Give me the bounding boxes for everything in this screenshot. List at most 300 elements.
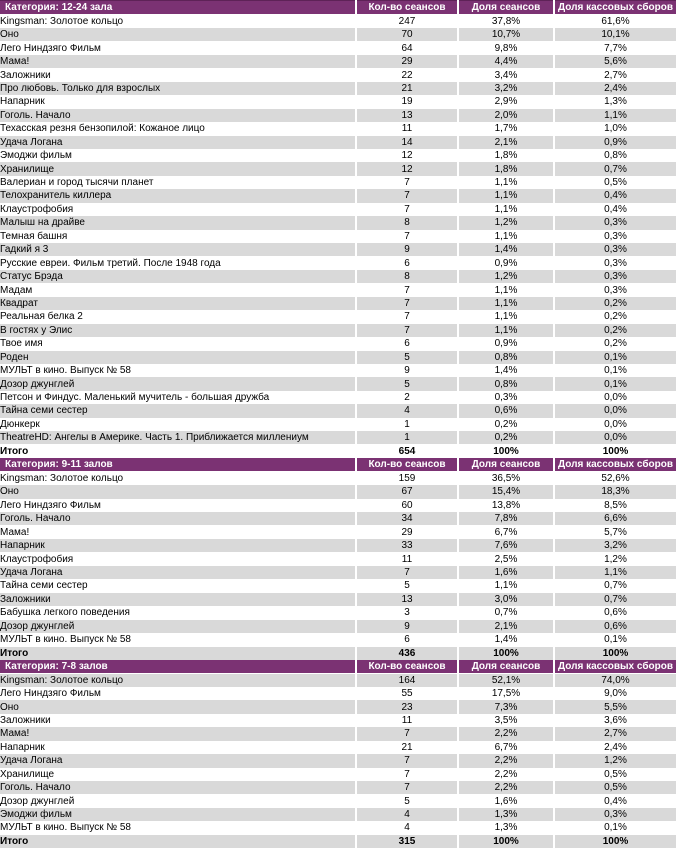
value-cell: 6,7% — [458, 741, 554, 754]
value-cell: 1,1% — [458, 324, 554, 337]
value-cell: 1 — [356, 431, 458, 445]
table-row — [0, 781, 676, 794]
movie-title-cell: Темная башня — [0, 230, 356, 243]
column-header: Доля кассовых сборов — [554, 660, 676, 674]
value-cell: 0,3% — [458, 391, 554, 404]
value-cell: 21 — [356, 741, 458, 754]
movie-title-cell: Клаустрофобия — [0, 203, 356, 216]
table-row — [0, 149, 676, 162]
value-cell: 0,4% — [554, 203, 676, 216]
movie-title-cell: Заложники — [0, 593, 356, 606]
value-cell: 7,7% — [554, 41, 676, 54]
report-table-body — [0, 1, 676, 848]
total-row — [0, 445, 676, 459]
value-cell: 0,9% — [458, 337, 554, 350]
value-cell: 7 — [356, 566, 458, 579]
movie-title-cell: Гоголь. Начало — [0, 512, 356, 525]
movie-title-cell: Гадкий я 3 — [0, 243, 356, 256]
column-header: Доля кассовых сборов — [554, 1, 676, 15]
movie-title-cell: Эмоджи фильм — [0, 808, 356, 821]
movie-title-cell: Техасская резня бензопилой: Кожаное лицо — [0, 122, 356, 135]
value-cell: 5,6% — [554, 55, 676, 68]
value-cell: 18,3% — [554, 485, 676, 498]
value-cell: 7 — [356, 283, 458, 296]
value-cell: 0,5% — [554, 176, 676, 189]
value-cell: 0,3% — [554, 230, 676, 243]
value-cell: 0,0% — [554, 431, 676, 445]
table-row — [0, 727, 676, 740]
table-row — [0, 552, 676, 565]
value-cell: 60 — [356, 499, 458, 512]
value-cell: 19 — [356, 95, 458, 108]
value-cell: 1,1% — [458, 297, 554, 310]
value-cell: 0,3% — [554, 243, 676, 256]
value-cell: 6,7% — [458, 525, 554, 538]
value-cell: 1,1% — [554, 566, 676, 579]
value-cell: 1,6% — [458, 566, 554, 579]
value-cell: 159 — [356, 472, 458, 486]
value-cell: 8 — [356, 270, 458, 283]
value-cell: 7,8% — [458, 512, 554, 525]
value-cell: 2,1% — [458, 620, 554, 633]
value-cell: 7 — [356, 176, 458, 189]
value-cell: 3 — [356, 606, 458, 619]
table-row — [0, 41, 676, 54]
value-cell: 7,6% — [458, 539, 554, 552]
table-row — [0, 15, 676, 29]
value-cell: 61,6% — [554, 15, 676, 29]
value-cell: 0,7% — [554, 162, 676, 175]
value-cell: 1,2% — [458, 216, 554, 229]
value-cell: 2,7% — [554, 727, 676, 740]
column-header: Кол-во сеансов — [356, 660, 458, 674]
movie-title-cell: Kingsman: Золотое кольцо — [0, 673, 356, 687]
table-row — [0, 28, 676, 41]
value-cell: 2,9% — [458, 95, 554, 108]
table-row — [0, 687, 676, 700]
value-cell: 0,7% — [554, 593, 676, 606]
value-cell: 3,2% — [554, 539, 676, 552]
value-cell: 6,6% — [554, 512, 676, 525]
movie-title-cell: Дозор джунглей — [0, 620, 356, 633]
value-cell: 1,1% — [458, 230, 554, 243]
value-cell: 29 — [356, 55, 458, 68]
section-category-label: Категория: 7-8 залов — [0, 660, 356, 674]
movie-title-cell: Клаустрофобия — [0, 552, 356, 565]
value-cell: 6 — [356, 633, 458, 647]
movie-title-cell: Про любовь. Только для взрослых — [0, 82, 356, 95]
value-cell: 2,0% — [458, 109, 554, 122]
value-cell: 6 — [356, 337, 458, 350]
movie-title-cell: Напарник — [0, 741, 356, 754]
value-cell: 0,3% — [554, 283, 676, 296]
total-label-cell: Итого — [0, 445, 356, 459]
table-row — [0, 485, 676, 498]
value-cell: 0,2% — [458, 431, 554, 445]
value-cell: 1,1% — [458, 203, 554, 216]
table-row — [0, 136, 676, 149]
value-cell: 100% — [458, 646, 554, 660]
value-cell: 0,9% — [458, 256, 554, 269]
value-cell: 7 — [356, 297, 458, 310]
movie-title-cell: Лего Ниндзяго Фильм — [0, 499, 356, 512]
table-row — [0, 700, 676, 713]
value-cell: 67 — [356, 485, 458, 498]
value-cell: 55 — [356, 687, 458, 700]
value-cell: 2,1% — [458, 136, 554, 149]
section-header-row — [0, 660, 676, 674]
table-row — [0, 203, 676, 216]
column-header: Доля сеансов — [458, 458, 554, 472]
table-row — [0, 297, 676, 310]
table-row — [0, 673, 676, 687]
table-row — [0, 620, 676, 633]
value-cell: 1,8% — [458, 149, 554, 162]
table-row — [0, 95, 676, 108]
section-category-label: Категория: 12-24 зала — [0, 1, 356, 15]
table-row — [0, 418, 676, 431]
value-cell: 5,7% — [554, 525, 676, 538]
value-cell: 9,8% — [458, 41, 554, 54]
value-cell: 1,3% — [458, 808, 554, 821]
table-row — [0, 351, 676, 364]
value-cell: 0,6% — [554, 606, 676, 619]
table-row — [0, 364, 676, 377]
movie-title-cell: Оно — [0, 700, 356, 713]
value-cell: 2,2% — [458, 727, 554, 740]
value-cell: 164 — [356, 673, 458, 687]
value-cell: 100% — [554, 445, 676, 459]
value-cell: 0,3% — [554, 808, 676, 821]
table-row — [0, 82, 676, 95]
table-row — [0, 579, 676, 592]
table-row — [0, 754, 676, 767]
value-cell: 7 — [356, 727, 458, 740]
value-cell: 0,4% — [554, 794, 676, 807]
movie-title-cell: Реальная белка 2 — [0, 310, 356, 323]
movie-title-cell: Напарник — [0, 539, 356, 552]
movie-title-cell: Валериан и город тысячи планет — [0, 176, 356, 189]
movie-title-cell: Квадрат — [0, 297, 356, 310]
value-cell: 0,2% — [554, 310, 676, 323]
movie-title-cell: Бабушка легкого поведения — [0, 606, 356, 619]
value-cell: 100% — [554, 646, 676, 660]
value-cell: 33 — [356, 539, 458, 552]
total-row — [0, 835, 676, 848]
value-cell: 11 — [356, 552, 458, 565]
value-cell: 5 — [356, 579, 458, 592]
value-cell: 74,0% — [554, 673, 676, 687]
value-cell: 7 — [356, 230, 458, 243]
value-cell: 3,2% — [458, 82, 554, 95]
value-cell: 1,1% — [554, 109, 676, 122]
table-row — [0, 391, 676, 404]
value-cell: 1,1% — [458, 189, 554, 202]
value-cell: 3,4% — [458, 68, 554, 81]
value-cell: 0,9% — [554, 136, 676, 149]
value-cell: 2,2% — [458, 781, 554, 794]
value-cell: 1,1% — [458, 176, 554, 189]
movie-title-cell: Гоголь. Начало — [0, 109, 356, 122]
value-cell: 2 — [356, 391, 458, 404]
table-row — [0, 55, 676, 68]
movie-title-cell: Мама! — [0, 525, 356, 538]
movie-title-cell: Kingsman: Золотое кольцо — [0, 15, 356, 29]
movie-title-cell: Тайна семи сестер — [0, 579, 356, 592]
movie-title-cell: Малыш на драйве — [0, 216, 356, 229]
value-cell: 0,2% — [554, 337, 676, 350]
movie-title-cell: Дозор джунглей — [0, 794, 356, 807]
movie-title-cell: Телохранитель киллера — [0, 189, 356, 202]
value-cell: 0,1% — [554, 364, 676, 377]
column-header: Доля сеансов — [458, 1, 554, 15]
movie-title-cell: Мадам — [0, 283, 356, 296]
movie-title-cell: Мама! — [0, 55, 356, 68]
movie-title-cell: Петсон и Финдус. Маленький мучитель - большая дружба — [0, 391, 356, 404]
value-cell: 1,3% — [554, 95, 676, 108]
value-cell: 8,5% — [554, 499, 676, 512]
value-cell: 1,7% — [458, 122, 554, 135]
value-cell: 0,7% — [554, 579, 676, 592]
movie-title-cell: Русские евреи. Фильм третий. После 1948 года — [0, 256, 356, 269]
value-cell: 1,2% — [554, 754, 676, 767]
value-cell: 10,1% — [554, 28, 676, 41]
table-row — [0, 162, 676, 175]
value-cell: 7 — [356, 203, 458, 216]
value-cell: 12 — [356, 162, 458, 175]
table-row — [0, 189, 676, 202]
movie-title-cell: Удача Логана — [0, 566, 356, 579]
value-cell: 0,6% — [554, 620, 676, 633]
value-cell: 9 — [356, 364, 458, 377]
table-row — [0, 593, 676, 606]
value-cell: 14 — [356, 136, 458, 149]
value-cell: 5 — [356, 351, 458, 364]
value-cell: 0,2% — [554, 324, 676, 337]
value-cell: 1,8% — [458, 162, 554, 175]
value-cell: 100% — [458, 445, 554, 459]
value-cell: 0,5% — [554, 781, 676, 794]
value-cell: 247 — [356, 15, 458, 29]
value-cell: 2,2% — [458, 768, 554, 781]
table-row — [0, 566, 676, 579]
value-cell: 7 — [356, 324, 458, 337]
movie-title-cell: Напарник — [0, 95, 356, 108]
table-row — [0, 512, 676, 525]
value-cell: 0,0% — [554, 404, 676, 417]
value-cell: 0,8% — [458, 377, 554, 390]
table-row — [0, 525, 676, 538]
value-cell: 7 — [356, 310, 458, 323]
value-cell: 29 — [356, 525, 458, 538]
value-cell: 2,7% — [554, 68, 676, 81]
value-cell: 0,4% — [554, 189, 676, 202]
value-cell: 7 — [356, 781, 458, 794]
value-cell: 36,5% — [458, 472, 554, 486]
table-row — [0, 310, 676, 323]
value-cell: 3,0% — [458, 593, 554, 606]
value-cell: 2,4% — [554, 741, 676, 754]
section-category-label: Категория: 9-11 залов — [0, 458, 356, 472]
table-row — [0, 324, 676, 337]
value-cell: 21 — [356, 82, 458, 95]
value-cell: 0,7% — [458, 606, 554, 619]
table-row — [0, 633, 676, 647]
movie-title-cell: Гоголь. Начало — [0, 781, 356, 794]
value-cell: 315 — [356, 835, 458, 848]
value-cell: 10,7% — [458, 28, 554, 41]
table-row — [0, 431, 676, 445]
value-cell: 1 — [356, 418, 458, 431]
column-header: Доля сеансов — [458, 660, 554, 674]
value-cell: 4 — [356, 821, 458, 835]
section-header-row — [0, 458, 676, 472]
movie-title-cell: Хранилище — [0, 162, 356, 175]
table-row — [0, 606, 676, 619]
value-cell: 6 — [356, 256, 458, 269]
value-cell: 0,3% — [554, 256, 676, 269]
value-cell: 0,2% — [554, 297, 676, 310]
value-cell: 0,1% — [554, 351, 676, 364]
value-cell: 8 — [356, 216, 458, 229]
value-cell: 17,5% — [458, 687, 554, 700]
movie-title-cell: МУЛЬТ в кино. Выпуск № 58 — [0, 821, 356, 835]
table-row — [0, 808, 676, 821]
table-row — [0, 337, 676, 350]
movie-title-cell: Твое имя — [0, 337, 356, 350]
value-cell: 4 — [356, 808, 458, 821]
value-cell: 1,2% — [554, 552, 676, 565]
value-cell: 1,6% — [458, 794, 554, 807]
value-cell: 0,8% — [458, 351, 554, 364]
table-row — [0, 377, 676, 390]
table-row — [0, 741, 676, 754]
value-cell: 3,5% — [458, 714, 554, 727]
value-cell: 52,1% — [458, 673, 554, 687]
value-cell: 1,4% — [458, 364, 554, 377]
movie-title-cell: Заложники — [0, 68, 356, 81]
total-label-cell: Итого — [0, 646, 356, 660]
table-row — [0, 270, 676, 283]
value-cell: 0,1% — [554, 377, 676, 390]
table-row — [0, 714, 676, 727]
movie-title-cell: МУЛЬТ в кино. Выпуск № 58 — [0, 364, 356, 377]
value-cell: 9 — [356, 620, 458, 633]
table-row — [0, 404, 676, 417]
value-cell: 13 — [356, 109, 458, 122]
table-row — [0, 176, 676, 189]
value-cell: 5 — [356, 377, 458, 390]
value-cell: 7,3% — [458, 700, 554, 713]
value-cell: 436 — [356, 646, 458, 660]
value-cell: 34 — [356, 512, 458, 525]
movie-title-cell: Роден — [0, 351, 356, 364]
table-row — [0, 109, 676, 122]
table-row — [0, 216, 676, 229]
movie-title-cell: TheatreHD: Ангелы в Америке. Часть 1. Приближается миллениум — [0, 431, 356, 445]
movie-title-cell: Дозор джунглей — [0, 377, 356, 390]
value-cell: 1,1% — [458, 579, 554, 592]
table-row — [0, 68, 676, 81]
table-row — [0, 499, 676, 512]
value-cell: 0,1% — [554, 633, 676, 647]
value-cell: 5 — [356, 794, 458, 807]
value-cell: 64 — [356, 41, 458, 54]
movie-title-cell: Лего Ниндзяго Фильм — [0, 687, 356, 700]
value-cell: 0,8% — [554, 149, 676, 162]
value-cell: 7 — [356, 768, 458, 781]
value-cell: 15,4% — [458, 485, 554, 498]
value-cell: 0,3% — [554, 270, 676, 283]
value-cell: 0,0% — [554, 418, 676, 431]
value-cell: 11 — [356, 122, 458, 135]
value-cell: 0,6% — [458, 404, 554, 417]
value-cell: 1,0% — [554, 122, 676, 135]
movie-title-cell: Kingsman: Золотое кольцо — [0, 472, 356, 486]
table-row — [0, 230, 676, 243]
table-row — [0, 821, 676, 835]
value-cell: 9,0% — [554, 687, 676, 700]
movie-title-cell: Лего Ниндзяго Фильм — [0, 41, 356, 54]
value-cell: 5,5% — [554, 700, 676, 713]
value-cell: 0,0% — [554, 391, 676, 404]
total-label-cell: Итого — [0, 835, 356, 848]
movie-title-cell: Эмоджи фильм — [0, 149, 356, 162]
value-cell: 7 — [356, 754, 458, 767]
value-cell: 4 — [356, 404, 458, 417]
value-cell: 654 — [356, 445, 458, 459]
table-row — [0, 256, 676, 269]
movie-title-cell: Статус Брэда — [0, 270, 356, 283]
value-cell: 1,2% — [458, 270, 554, 283]
value-cell: 3,6% — [554, 714, 676, 727]
movie-title-cell: Удача Логана — [0, 136, 356, 149]
value-cell: 4,4% — [458, 55, 554, 68]
movie-title-cell: Удача Логана — [0, 754, 356, 767]
column-header: Кол-во сеансов — [356, 1, 458, 15]
table-row — [0, 768, 676, 781]
total-row — [0, 646, 676, 660]
table-row — [0, 122, 676, 135]
value-cell: 13,8% — [458, 499, 554, 512]
value-cell: 2,4% — [554, 82, 676, 95]
value-cell: 100% — [554, 835, 676, 848]
value-cell: 9 — [356, 243, 458, 256]
movie-title-cell: Хранилище — [0, 768, 356, 781]
movie-title-cell: Тайна семи сестер — [0, 404, 356, 417]
value-cell: 1,4% — [458, 633, 554, 647]
value-cell: 1,3% — [458, 821, 554, 835]
table-row — [0, 472, 676, 486]
value-cell: 1,1% — [458, 310, 554, 323]
section-header-row — [0, 1, 676, 15]
table-row — [0, 243, 676, 256]
table-row — [0, 539, 676, 552]
value-cell: 0,1% — [554, 821, 676, 835]
value-cell: 0,3% — [554, 216, 676, 229]
movie-title-cell: Мама! — [0, 727, 356, 740]
value-cell: 0,2% — [458, 418, 554, 431]
table-row — [0, 794, 676, 807]
value-cell: 1,4% — [458, 243, 554, 256]
column-header: Кол-во сеансов — [356, 458, 458, 472]
value-cell: 37,8% — [458, 15, 554, 29]
value-cell: 70 — [356, 28, 458, 41]
value-cell: 1,1% — [458, 283, 554, 296]
movie-title-cell: Оно — [0, 28, 356, 41]
movie-title-cell: Оно — [0, 485, 356, 498]
value-cell: 12 — [356, 149, 458, 162]
